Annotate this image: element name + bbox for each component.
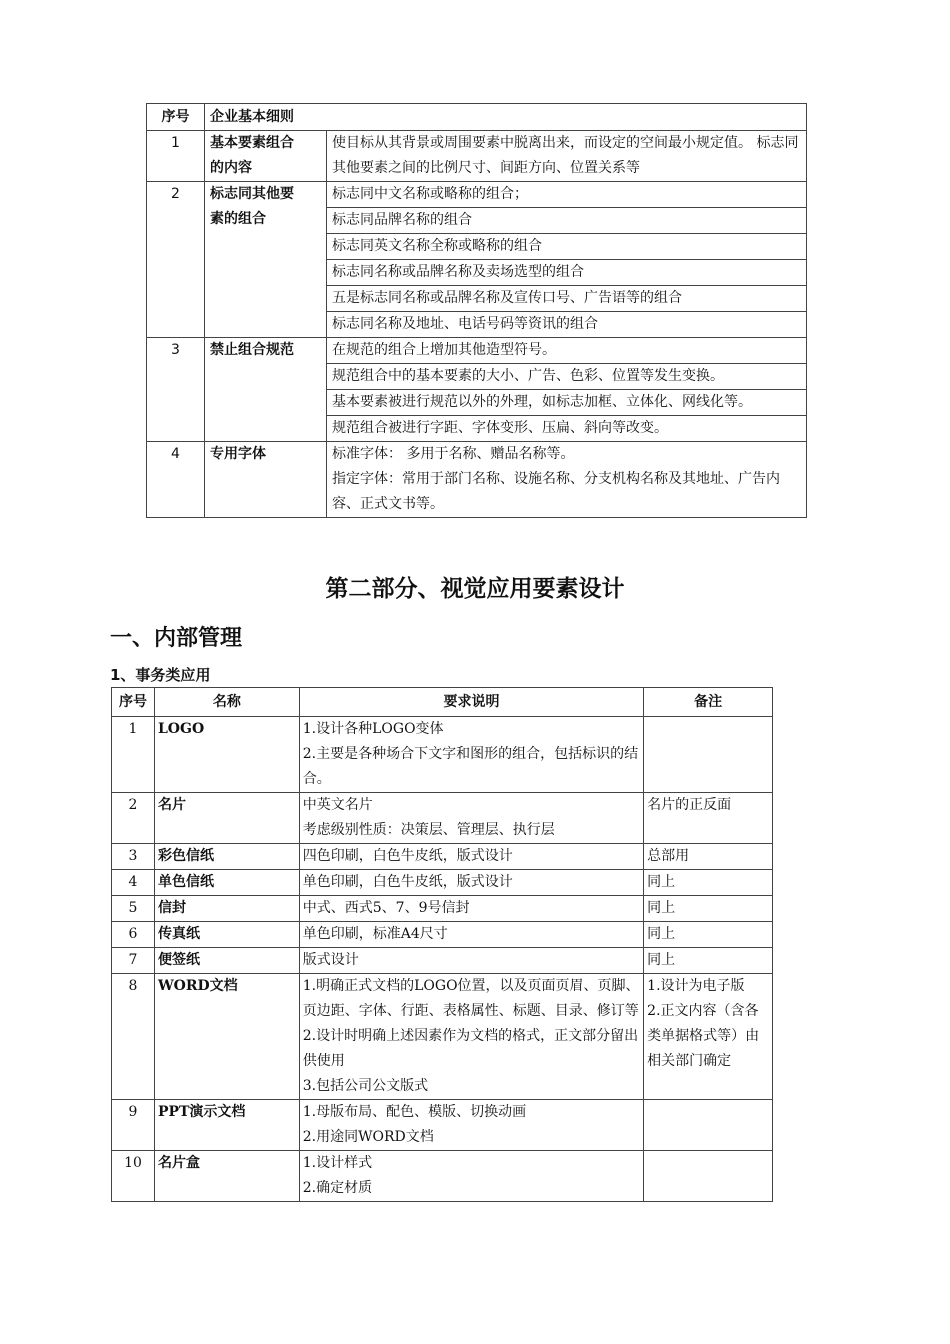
table-row xyxy=(147,182,807,208)
rule-detail: 使目标从其背景或周围要素中脱离出来，而设定的空间最小规定值。 标志同其他要素之间的比例尺寸、间距方向、位置关系等 xyxy=(327,131,807,182)
table-body xyxy=(112,717,773,1202)
row-number: 10 xyxy=(112,1151,155,1202)
item-name: 彩色信纸 xyxy=(154,844,299,870)
header-rules: 企业基本细则 xyxy=(205,104,807,131)
item-name: 名片盒 xyxy=(154,1151,299,1202)
rule-category xyxy=(205,182,327,338)
table-row xyxy=(112,793,773,844)
item-notes: 同上 xyxy=(644,948,773,974)
rule-category xyxy=(205,131,327,182)
row-number: 1 xyxy=(112,717,155,793)
section-title: 一、内部管理 xyxy=(110,626,243,651)
rule-category xyxy=(205,442,327,518)
text-line: 3.包括公司公文版式 xyxy=(302,1078,429,1094)
item-requirements xyxy=(299,974,643,1100)
text-line: 基本要素组合 xyxy=(210,135,294,151)
rule-detail: 标志同中文名称或略称的组合； xyxy=(327,182,807,208)
rule-detail xyxy=(327,442,807,518)
header-no: 序号 xyxy=(147,104,205,131)
item-name: 单色信纸 xyxy=(154,870,299,896)
text-line: 2.确定材质 xyxy=(302,1180,373,1196)
rule-detail: 基本要素被进行规范以外的外理，如标志加框、立体化、网线化等。 xyxy=(327,390,807,416)
table-body xyxy=(147,104,807,518)
text-line: 1.明确正式文档的LOGO位置，以及页面页眉、页脚、页边距、字体、行距、表格属性、标题、目录、修订等 xyxy=(302,978,640,1019)
row-number: 4 xyxy=(147,442,205,518)
item-name: PPT演示文档 xyxy=(154,1100,299,1151)
item-notes: 同上 xyxy=(644,896,773,922)
item-notes: 总部用 xyxy=(644,844,773,870)
text-line: 2.设计时明确上述因素作为文档的格式，正文部分留出供使用 xyxy=(302,1028,639,1069)
text-line: 1.设计各种LOGO变体 xyxy=(302,721,444,737)
row-number: 1 xyxy=(147,131,205,182)
item-notes xyxy=(644,974,773,1100)
header-no: 序号 xyxy=(112,688,155,717)
text-line: 2.主要是各种场合下文字和图形的组合，包括标识的结合。 xyxy=(302,746,639,787)
text-line: 1.母版布局、配色、模版、切换动画 xyxy=(302,1104,527,1120)
table-row xyxy=(112,948,773,974)
table-row xyxy=(112,1151,773,1202)
rule-detail: 五是标志同名称或品牌名称及宣传口号、广告语等的组合 xyxy=(327,286,807,312)
table-row xyxy=(147,131,807,182)
header-notes: 备注 xyxy=(644,688,773,717)
item-name: WORD文档 xyxy=(154,974,299,1100)
item-name: 传真纸 xyxy=(154,922,299,948)
text-line: 指定字体：常用于部门名称、设施名称、分支机构名称及其地址、广告内容、正式文书等。 xyxy=(332,471,780,512)
row-number: 6 xyxy=(112,922,155,948)
item-notes: 同上 xyxy=(644,870,773,896)
row-number: 4 xyxy=(112,870,155,896)
item-notes xyxy=(644,717,773,793)
table-row xyxy=(112,922,773,948)
text-line: 1.设计为电子版 xyxy=(647,978,745,994)
table-row xyxy=(112,844,773,870)
row-number: 7 xyxy=(112,948,155,974)
subsection-title: 1、事务类应用 xyxy=(110,666,211,684)
text-line: 标准字体： 多用于名称、赠品名称等。 xyxy=(332,446,575,462)
rule-detail: 规范组合被进行字距、字体变形、压扁、斜向等改变。 xyxy=(327,416,807,442)
rule-category xyxy=(205,338,327,442)
table-row xyxy=(112,870,773,896)
text-line: 专用字体 xyxy=(210,446,266,462)
item-name: LOGO xyxy=(154,717,299,793)
rule-detail: 规范组合中的基本要素的大小、广告、色彩、位置等发生变换。 xyxy=(327,364,807,390)
item-requirements xyxy=(299,793,643,844)
rule-detail: 在规范的组合上增加其他造型符号。 xyxy=(327,338,807,364)
rule-detail: 标志同英文名称全称或略称的组合 xyxy=(327,234,807,260)
table-row xyxy=(147,338,807,364)
item-name: 便签纸 xyxy=(154,948,299,974)
rule-detail: 标志同品牌名称的组合 xyxy=(327,208,807,234)
text-line: 1.设计样式 xyxy=(302,1155,373,1171)
table-row xyxy=(112,717,773,793)
item-notes: 名片的正反面 xyxy=(644,793,773,844)
row-number: 8 xyxy=(112,974,155,1100)
table-row xyxy=(112,974,773,1100)
text-line: 2.正文内容（含各类单据格式等）由相关部门确定 xyxy=(647,1003,760,1069)
part-title: 第二部分、视觉应用要素设计 xyxy=(325,576,625,602)
item-requirements xyxy=(299,1151,643,1202)
row-number: 3 xyxy=(112,844,155,870)
header-requirements: 要求说明 xyxy=(299,688,643,717)
item-notes xyxy=(644,1100,773,1151)
rule-detail: 标志同名称或品牌名称及卖场选型的组合 xyxy=(327,260,807,286)
item-name: 名片 xyxy=(154,793,299,844)
rule-detail: 标志同名称及地址、电话号码等资讯的组合 xyxy=(327,312,807,338)
text-line: 标志同其他要 xyxy=(210,186,294,202)
row-number: 5 xyxy=(112,896,155,922)
text-line: 2.用途同WORD文档 xyxy=(302,1129,434,1145)
table-header-row xyxy=(112,688,773,717)
row-number: 9 xyxy=(112,1100,155,1151)
table-row xyxy=(147,442,807,518)
table-office-applications xyxy=(111,687,773,1202)
text-line: 中英文名片 xyxy=(302,797,373,813)
item-name: 信封 xyxy=(154,896,299,922)
item-notes xyxy=(644,1151,773,1202)
item-requirements xyxy=(299,1100,643,1151)
item-notes: 同上 xyxy=(644,922,773,948)
item-requirements: 单色印刷，白色牛皮纸，版式设计 xyxy=(299,870,643,896)
table-header-row xyxy=(147,104,807,131)
item-requirements: 版式设计 xyxy=(299,948,643,974)
item-requirements: 单色印刷，标准A4尺寸 xyxy=(299,922,643,948)
text-line: 禁止组合规范 xyxy=(210,342,294,358)
text-line: 素的组合 xyxy=(210,211,266,227)
table-corporate-rules xyxy=(146,103,807,518)
table-row xyxy=(112,1100,773,1151)
text-line: 考虑级别性质：决策层、管理层、执行层 xyxy=(302,822,555,838)
item-requirements xyxy=(299,717,643,793)
item-requirements: 四色印刷，白色牛皮纸，版式设计 xyxy=(299,844,643,870)
row-number: 3 xyxy=(147,338,205,442)
table-row xyxy=(112,896,773,922)
row-number: 2 xyxy=(147,182,205,338)
text-line: 的内容 xyxy=(210,160,252,176)
header-name: 名称 xyxy=(154,688,299,717)
row-number: 2 xyxy=(112,793,155,844)
item-requirements: 中式、西式5、7、9号信封 xyxy=(299,896,643,922)
